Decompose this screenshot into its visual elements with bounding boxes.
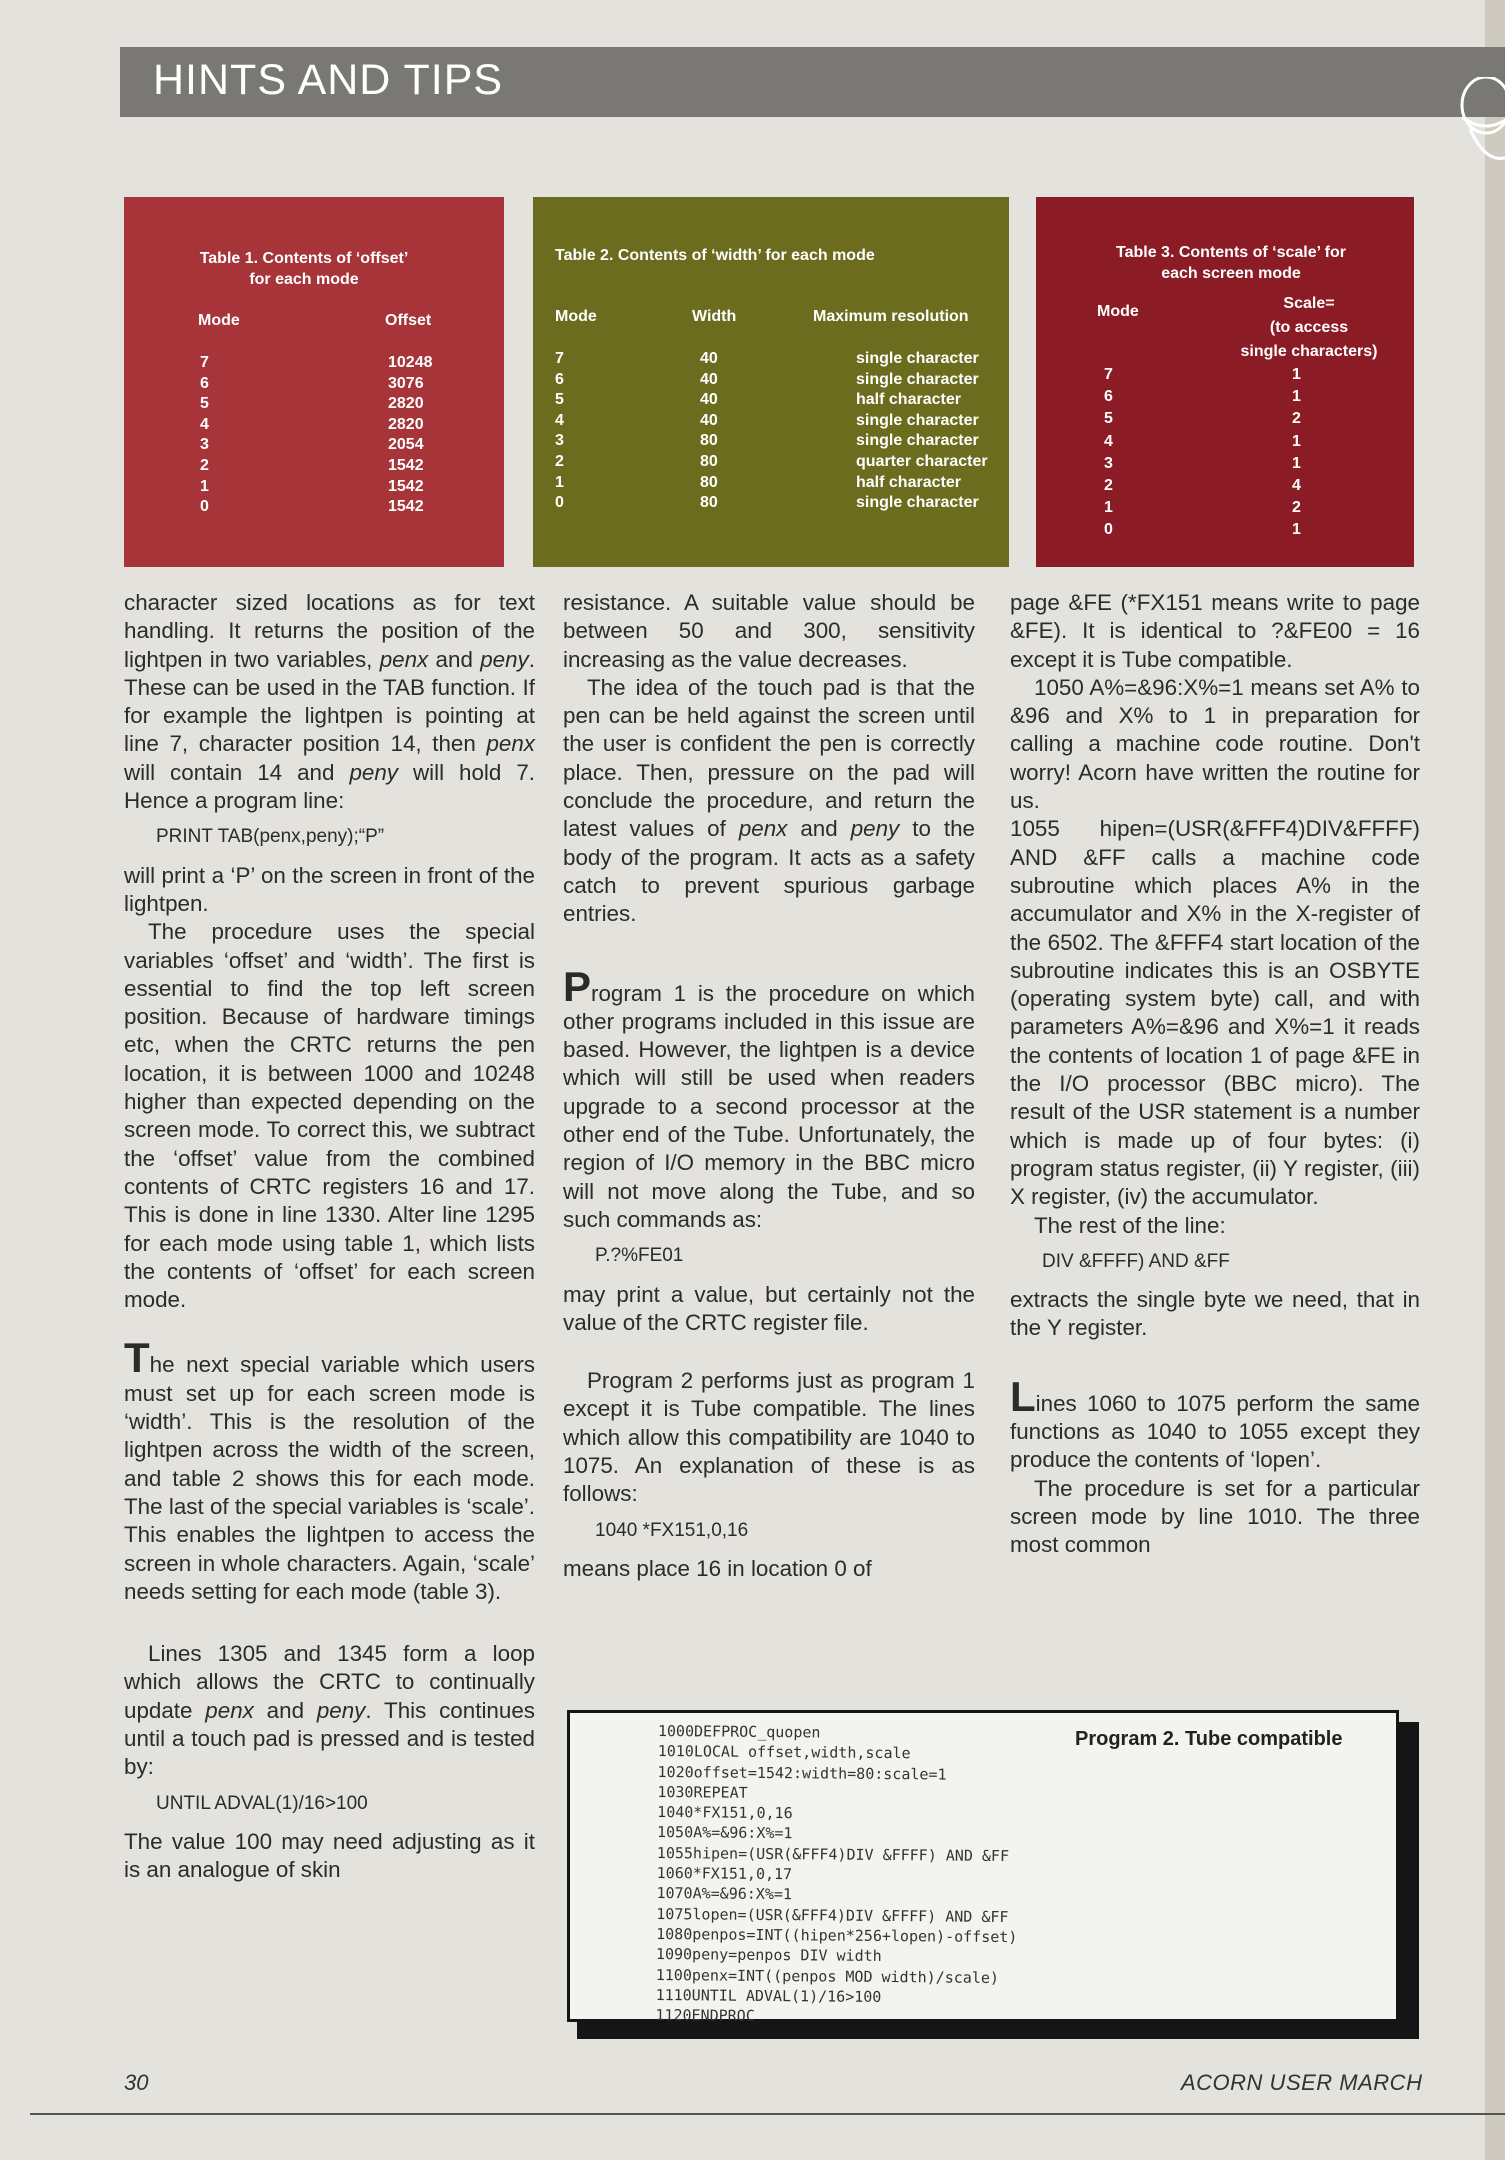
text-run: character sized locations as for text handling. It returns the position of the lightpen in two variables,: [124, 590, 535, 672]
table-cell: 2: [1292, 499, 1301, 517]
table-3-caption: Table 3. Contents of ‘scale’ for: [1116, 244, 1346, 261]
text-run: will contain 14 and: [124, 759, 350, 785]
table-cell: 6: [1104, 388, 1113, 406]
table-cell: 5: [1104, 410, 1113, 428]
paragraph: 1050 A%=&96:X%=1 means set A% to &96 and X% to 1 in preparation for calling a machine code routine. Don't worry! Acorn have written the routine for us.: [1010, 674, 1420, 814]
table-cell: single character: [856, 411, 979, 429]
drop-cap: L: [1010, 1372, 1036, 1420]
table-cell: 1: [1104, 499, 1113, 517]
paragraph: [124, 1640, 535, 1781]
paragraph: means place 16 in location 0 of: [563, 1555, 872, 1581]
table-cell: 0: [555, 494, 564, 512]
table-cell: 0: [200, 498, 209, 516]
table-1-offset-col: [388, 353, 433, 518]
text-run: . These can be used in the TAB function. If for example the lightpen is pointing at line 7, character position 14, then: [124, 646, 535, 757]
code-line: 1000DEFPROC_quopen: [657, 1722, 821, 1742]
table-cell: 4: [1292, 476, 1301, 494]
table-1-caption-2: for each mode: [249, 271, 359, 288]
magazine-name: ACORN USER MARCH: [1181, 2070, 1423, 2095]
table-cell: 4: [1104, 432, 1113, 450]
paragraph: extracts the single byte we need, that in the Y register.: [1010, 1287, 1420, 1341]
table-cell: single character: [856, 350, 979, 367]
page-number: 30: [124, 2070, 149, 2095]
code-line: 1055hipen=(USR(&FFF4)DIV &FFFF) AND &FF: [656, 1843, 1010, 1865]
code-snippet: P.?%FE01: [595, 1245, 684, 1267]
paragraph: may print a value, but certainly not the value of the CRTC register file.: [563, 1281, 975, 1335]
text-run: . This continues until a touch pad is pressed and is tested by:: [124, 1697, 535, 1780]
table-3: [1036, 197, 1414, 567]
table-cell: quarter character: [856, 452, 988, 470]
page-title: HINTS AND TIPS: [153, 56, 504, 104]
code-line: 1090peny=penpos DIV width: [655, 1945, 882, 1966]
code-snippet: DIV &FFFF) AND &FF: [1042, 1250, 1230, 1272]
text-run: and: [253, 1697, 317, 1723]
table-cell: 80: [700, 452, 718, 470]
paragraph: [563, 962, 975, 1235]
variable-peny: peny: [850, 816, 900, 842]
code-line: 1070A%=&96:X%=1: [656, 1884, 793, 1904]
table-2-header-mode: Mode: [555, 308, 597, 325]
table-cell: 5: [555, 391, 564, 409]
variable-peny: peny: [316, 1697, 366, 1723]
table-cell: 10248: [388, 354, 433, 371]
code-line: 1010LOCAL offset,width,scale: [657, 1742, 911, 1763]
text-run: and: [428, 646, 481, 672]
table-1-header-mode: Mode: [198, 312, 240, 329]
code-line: 1040*FX151,0,16: [657, 1803, 793, 1823]
table-cell: 6: [555, 370, 564, 388]
table-3-caption-2: each screen mode: [1161, 265, 1301, 282]
variable-penx: penx: [205, 1697, 254, 1723]
table-cell: 2: [1104, 476, 1113, 494]
code-line: 1060*FX151,0,17: [656, 1864, 793, 1884]
table-cell: 7: [1104, 366, 1113, 383]
code-line: 1100penx=INT((penpos MOD width)/scale): [655, 1965, 1000, 1987]
paragraph: 1055 hipen=(USR(&FFF4)DIV&FFFF) AND &FF calls a machine code subroutine which places A% in the accumulator and X% in the X-register of the 6502. The &FFF4 start location of the subroutine indicates this is an OSBYTE (operating system byte) call, and with parameters A%=&96 and X%=1 it reads the contents of location 1 of page &FE in the I/O processor (BBC micro). The result of the USR statement is a number which is made up of four bytes: (i) program status register, (ii) Y register, (iii) X register, (iv) the accumulator.: [1010, 816, 1420, 1210]
table-2-width-col: [700, 349, 718, 514]
table-cell: 2: [200, 456, 209, 474]
table-cell: 40: [700, 350, 718, 367]
table-3-header-single: single characters): [1240, 343, 1378, 360]
code-line: 1075lopen=(USR(&FFF4)DIV &FFFF) AND &FF: [656, 1904, 1009, 1926]
table-3-header-access: (to access: [1269, 319, 1349, 336]
code-snippet: PRINT TAB(penx,peny);“P”: [156, 826, 385, 848]
table-3-scale-col: [1292, 364, 1301, 542]
variable-penx: penx: [486, 731, 535, 757]
table-2-header-width: Width: [692, 308, 737, 325]
table-cell: 7: [555, 350, 564, 367]
code-line: 1020offset=1542:width=80:scale=1: [657, 1762, 947, 1784]
program-title: Program 2. Tube compatible: [1075, 1728, 1343, 1750]
table-cell: 1542: [388, 498, 424, 516]
table-3-header-mode: Mode: [1097, 303, 1139, 320]
text-run: he next special variable which users must set up for each screen mode is ‘width’. This is the resolution of the lightpen across the width of the screen, and table 2 shows this for each mode. The last of the special variables is ‘scale’. This enables the lightpen to access the screen in whole characters. Again, ‘scale’ needs setting for each mode (table 3).: [124, 1352, 535, 1604]
table-cell: 80: [700, 473, 718, 491]
variable-peny: peny: [480, 646, 529, 672]
paragraph: will print a ‘P’ on the screen in front of the lightpen.: [124, 862, 535, 916]
table-3-header-scale: Scale=: [1283, 295, 1335, 312]
table-cell: 4: [555, 411, 564, 429]
program-listing-box: [567, 1710, 1399, 2026]
table-1: [124, 197, 504, 567]
paragraph: The procedure uses the special variables ‘offset’ and ‘width’. The first is essential to find the top left screen position. Because of hardware timings etc, when the CRTC returns the pen location, it is between 1000 and 10248 higher than expected depending on the screen mode. To correct this, we subtract the ‘offset’ value from the combined contents of CRTC registers 16 and 17. This is done in line 1330. Alter line 1295 for each mode using table 1, which lists the contents of ‘offset’ for each screen mode.: [124, 919, 535, 1313]
text-run: and: [787, 816, 851, 842]
code-line: 1110UNTIL ADVAL(1)/16>100: [655, 1985, 882, 2006]
code-line: 1050A%=&96:X%=1: [656, 1823, 793, 1843]
text-column-2: [563, 589, 975, 1583]
table-cell: 40: [700, 391, 718, 409]
paragraph: The procedure is set for a particular screen mode by line 1010. The three most common: [1010, 1475, 1420, 1558]
table-cell: 1: [555, 473, 564, 491]
drop-cap: T: [124, 1334, 150, 1382]
text-run: Lines 1305 and 1345 form a loop which allows the CRTC to continually update: [124, 1641, 535, 1723]
table-cell: single character: [856, 432, 979, 450]
table-cell: 80: [700, 432, 718, 450]
header-bar: [120, 47, 1505, 117]
text-column-3: [1010, 589, 1420, 1560]
text-run: will hold 7. Hence a program line:: [124, 759, 535, 814]
table-cell: 3: [200, 436, 209, 454]
table-cell: 2: [1292, 410, 1301, 428]
drop-cap: P: [563, 962, 592, 1010]
variable-peny: peny: [349, 759, 398, 785]
table-cell: 0: [1104, 521, 1113, 539]
text-run: The idea of the touch pad is that the pen can be held against the screen until the user is confident the pen is correctly place. Then, pressure on the pad will conclude the procedure, and return the latest values of: [563, 674, 975, 842]
code-line: 1030REPEAT: [657, 1782, 748, 1802]
variable-penx: penx: [738, 816, 788, 842]
table-cell: 3: [1104, 454, 1113, 472]
paragraph: The rest of the line:: [1034, 1212, 1226, 1238]
code-snippet: UNTIL ADVAL(1)/16>100: [156, 1792, 368, 1814]
variable-penx: penx: [379, 646, 429, 672]
table-cell: single character: [856, 494, 979, 512]
code-line: 1080penpos=INT((hipen*256+lopen)-offset): [656, 1924, 1018, 1947]
code-line: 1120ENDPROC: [655, 2006, 755, 2026]
program-code: [655, 1721, 1019, 2029]
bottom-rule: [30, 2113, 1505, 2115]
paragraph: [1010, 1372, 1420, 1475]
table-2-resolution-col: [856, 349, 988, 514]
paragraph: [124, 1334, 535, 1606]
text-run: rogram 1 is the procedure on which other programs included in this issue are based. However, the lightpen is a device which will still be used when readers upgrade to a second processor at the other end of the Tube. Unfortunately, the region of I/O memory in the BBC micro will not move along the Tube, and so such commands as:: [563, 980, 975, 1232]
table-cell: 2820: [388, 415, 424, 433]
table-cell: single character: [856, 370, 979, 388]
paragraph: The value 100 may need adjusting as it is an analogue of skin: [124, 1828, 535, 1883]
table-cell: half character: [856, 391, 961, 409]
table-2-mode-col: [555, 349, 564, 514]
table-cell: 1: [200, 477, 209, 495]
table-cell: 1542: [388, 456, 424, 474]
table-2-caption: Table 2. Contents of ‘width’ for each mode: [555, 247, 875, 264]
paragraph: [124, 589, 535, 815]
table-cell: 80: [700, 494, 718, 512]
table-cell: 2054: [388, 436, 424, 454]
table-cell: 2: [555, 452, 564, 470]
table-cell: 40: [700, 370, 718, 388]
table-cell: 5: [200, 395, 209, 413]
table-cell: 3076: [388, 374, 424, 392]
table-2: [533, 197, 1009, 567]
egg-cup-icon: [1456, 77, 1505, 167]
table-cell: 1: [1292, 521, 1301, 539]
table-cell: 2820: [388, 395, 424, 413]
table-cell: 7: [200, 354, 209, 371]
page-edge: [1485, 0, 1505, 2160]
table-cell: 1: [1292, 454, 1301, 472]
table-cell: 40: [700, 411, 718, 429]
table-cell: 4: [200, 415, 209, 433]
table-2-header-resolution: Maximum resolution: [813, 308, 969, 325]
table-1-mode-col: [200, 353, 209, 518]
table-cell: half character: [856, 473, 961, 491]
text-run: ines 1060 to 1075 perform the same functions as 1040 to 1055 except they produce the contents of ‘lopen’.: [1010, 1390, 1420, 1473]
paragraph: Program 2 performs just as program 1 except it is Tube compatible. The lines which allow this compatibility are 1040 to 1075. An explanation of these is as follows:: [563, 1368, 975, 1507]
code-snippet: 1040 *FX151,0,16: [595, 1519, 749, 1541]
table-3-mode-col: [1104, 364, 1113, 542]
table-cell: 6: [200, 374, 209, 392]
table-cell: 1: [1292, 432, 1301, 450]
paragraph: page &FE (*FX151 means write to page &FE). It is identical to ?&FE00 = 16 except it is Tube compatible.: [1010, 590, 1420, 672]
text-column-1: [124, 589, 535, 1884]
text-run: to the body of the program. It acts as a safety catch to prevent spurious garbage entries.: [563, 816, 975, 927]
table-cell: 1: [1292, 366, 1301, 383]
table-cell: 1: [1292, 388, 1301, 406]
paragraph: resistance. A suitable value should be between 50 and 300, sensitivity increasing as the value decreases.: [563, 590, 975, 672]
table-cell: 1542: [388, 477, 424, 495]
table-1-caption: Table 1. Contents of ‘offset’: [199, 250, 409, 267]
paragraph: [563, 674, 975, 929]
table-cell: 3: [555, 432, 564, 450]
table-1-header-offset: Offset: [385, 312, 432, 329]
